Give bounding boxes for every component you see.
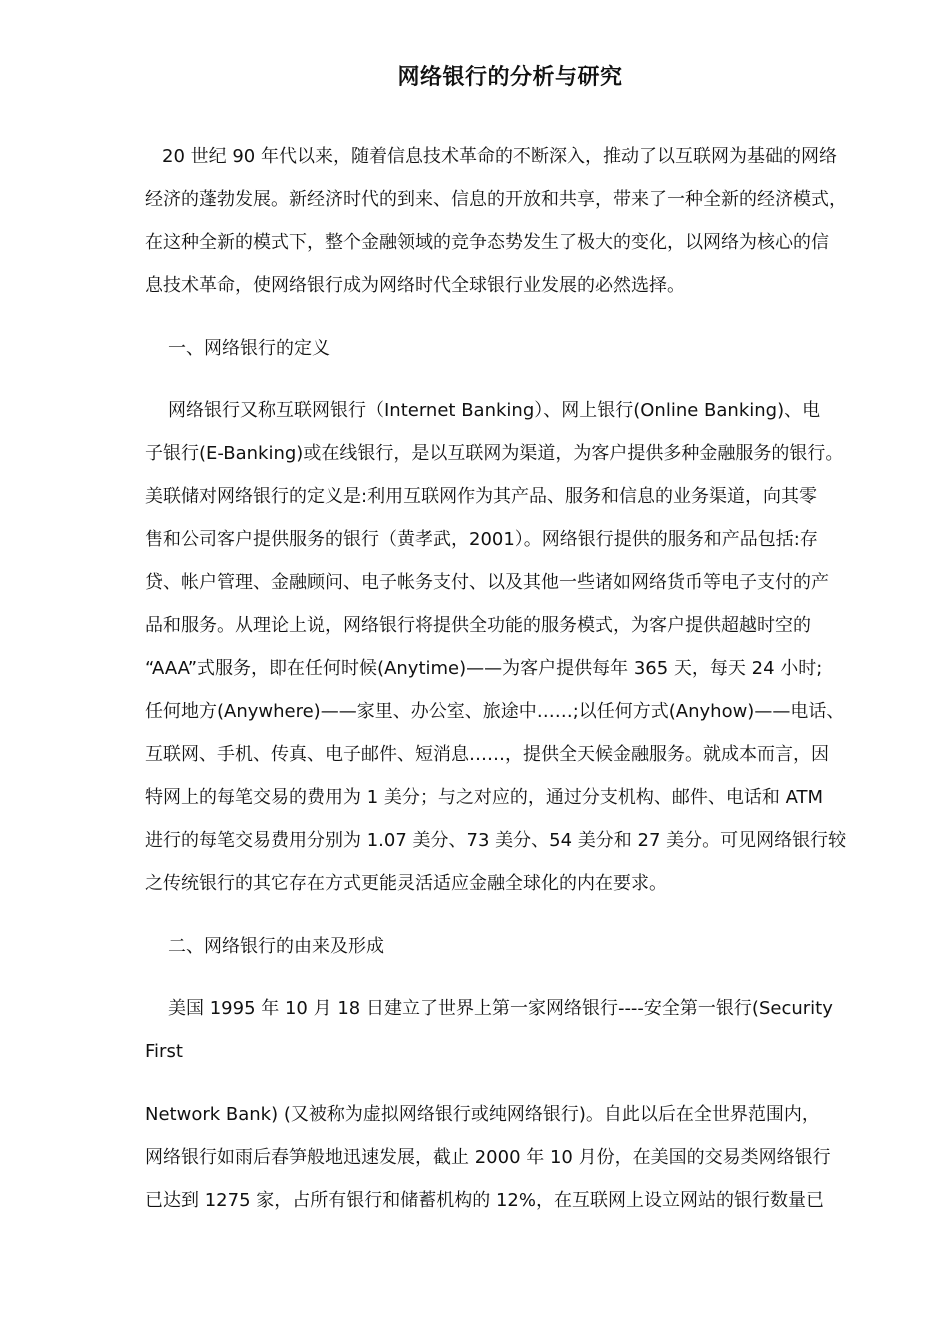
- paragraph-line: 进行的每笔交易费用分别为 1.07 美分、73 美分、54 美分和 27 美分。可见网络银行较: [145, 830, 847, 851]
- paragraph-line: 之传统银行的其它存在方式更能灵活适应金融全球化的内在要求。: [145, 873, 667, 894]
- paragraph-line: “AAA”式服务，即在任何时候(Anytime)——为客户提供每年 365 天，每天 24 小时;: [145, 658, 823, 679]
- section-heading: 二、网络银行的由来及形成: [168, 936, 384, 957]
- paragraph-line: 互联网、手机、传真、电子邮件、短消息……，提供全天候金融服务。就成本而言，因: [145, 744, 829, 765]
- paragraph-line: 售和公司客户提供服务的银行（黄孝武，2001）。网络银行提供的服务和产品包括:存: [145, 529, 818, 550]
- paragraph-line: 任何地方(Anywhere)——家里、办公室、旅途中……;以任何方式(Anyhow)——电话、: [145, 701, 845, 722]
- paragraph-line: 网络银行又称互联网银行（Internet Banking）、网上银行(Online Banking)、电: [168, 400, 821, 421]
- paragraph-line: 在这种全新的模式下，整个金融领域的竞争态势发生了极大的变化，以网络为核心的信: [145, 232, 829, 253]
- document-title: 网络银行的分析与研究: [397, 65, 623, 90]
- paragraph-line: 网络银行如雨后春笋般地迅速发展，截止 2000 年 10 月份，在美国的交易类网络银行: [145, 1147, 831, 1168]
- paragraph-line: 20 世纪 90 年代以来，随着信息技术革命的不断深入，推动了以互联网为基础的网络: [162, 146, 837, 167]
- paragraph-line: 品和服务。从理论上说，网络银行将提供全功能的服务模式，为客户提供超越时空的: [145, 615, 811, 636]
- paragraph-line: 息技术革命，使网络银行成为网络时代全球银行业发展的必然选择。: [145, 275, 685, 296]
- paragraph-line: 经济的蓬勃发展。新经济时代的到来、信息的开放和共享，带来了一种全新的经济模式，: [145, 189, 847, 210]
- paragraph-line: 已达到 1275 家，占所有银行和储蓄机构的 12%，在互联网上设立网站的银行数量已: [145, 1190, 824, 1211]
- paragraph-line: 特网上的每笔交易的费用为 1 美分；与之对应的，通过分支机构、邮件、电话和 ATM: [145, 787, 824, 808]
- paragraph-line: 子银行(E-Banking)或在线银行，是以互联网为渠道，为客户提供多种金融服务的银行。: [145, 443, 844, 464]
- paragraph-line: 美国 1995 年 10 月 18 日建立了世界上第一家网络银行----安全第一银行(Security: [168, 998, 833, 1019]
- paragraph-line: Network Bank) (又被称为虚拟网络银行或纯网络银行)。自此以后在全世界范围内，: [145, 1104, 820, 1125]
- paragraph-line: 贷、帐户管理、金融顾问、电子帐务支付、以及其他一些诸如网络货币等电子支付的产: [145, 572, 829, 593]
- section-heading: 一、网络银行的定义: [168, 338, 330, 359]
- paragraph-line: First: [145, 1041, 183, 1062]
- paragraph-line: 美联储对网络银行的定义是:利用互联网作为其产品、服务和信息的业务渠道，向其零: [145, 486, 818, 507]
